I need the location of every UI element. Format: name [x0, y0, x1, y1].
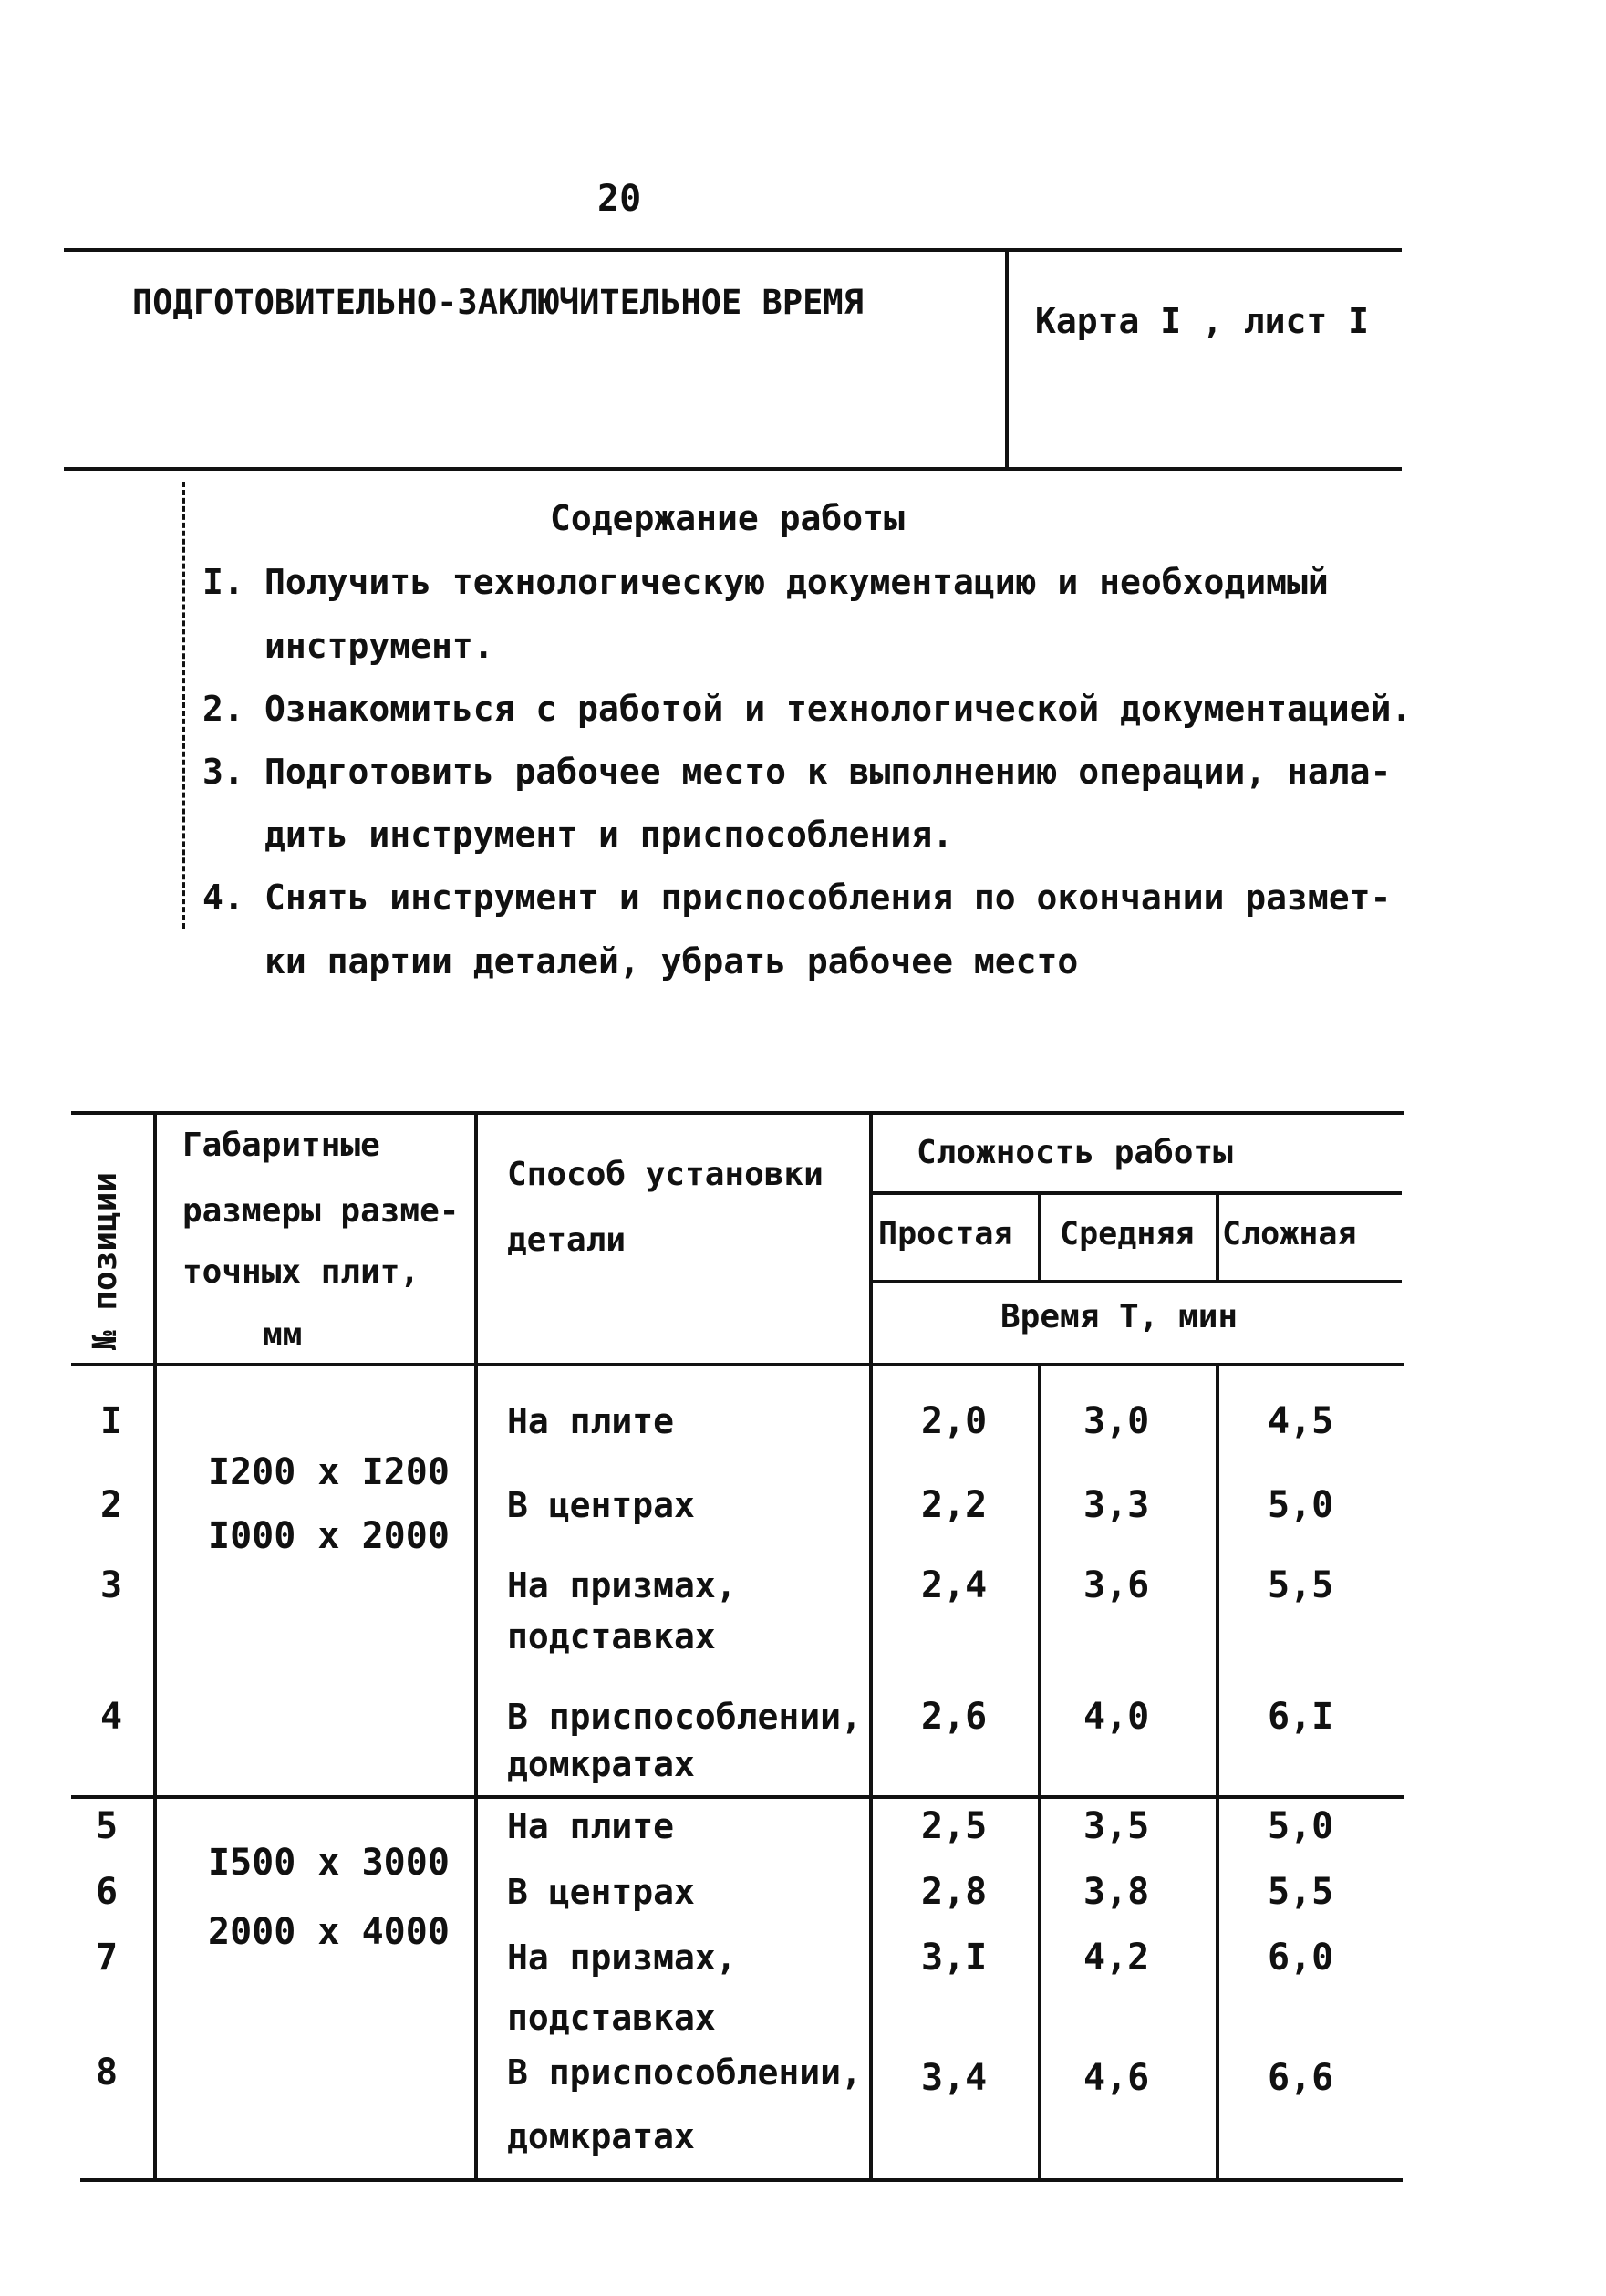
table-row-3-medium: 3,6 [1083, 1564, 1150, 1606]
page-number: 20 [597, 178, 642, 220]
table-row-3-complex: 5,5 [1268, 1564, 1334, 1606]
table-row-5-method: На плите [507, 1806, 675, 1846]
group-1-dimensions-line-2: I000 x 2000 [208, 1515, 450, 1557]
table-top-rule [71, 1111, 1404, 1115]
work-content-left-rule [182, 482, 185, 929]
table-row-7-medium: 4,2 [1083, 1937, 1150, 1979]
table-header-bottom-rule [71, 1363, 1404, 1366]
header-simple: Простая [878, 1216, 1013, 1252]
table-row-6-medium: 3,8 [1083, 1871, 1150, 1913]
group-divider-rule [71, 1795, 1404, 1799]
table-row-7-simple: 3,I [921, 1937, 988, 1979]
table-row-1-method: На плите [507, 1401, 675, 1441]
col-divider-2 [474, 1113, 478, 2178]
group-2-dimensions-line-2: 2000 x 4000 [208, 1911, 450, 1953]
header-divider [1005, 250, 1009, 467]
group-1-dimensions-line-1: I200 x I200 [208, 1451, 450, 1493]
item-2-number: 2. [202, 689, 244, 729]
item-4-line-2: ки партии деталей, убрать рабочее место [264, 941, 1079, 982]
header-complexity: Сложность работы [917, 1134, 1233, 1171]
header-method-line-2: детали [507, 1221, 627, 1259]
col-divider-3 [869, 1113, 873, 2178]
header-top-rule [64, 248, 1402, 252]
table-row-7-method-line-2: подставках [507, 1998, 716, 2038]
col-divider-4 [1038, 1193, 1041, 1280]
col-divider-4b [1038, 1365, 1041, 2178]
table-row-6-complex: 5,5 [1268, 1871, 1334, 1913]
header-dimensions-line-1: Габаритные [182, 1127, 380, 1164]
table-row-3-method-line-1: На призмах, [507, 1565, 737, 1605]
table-row-1-complex: 4,5 [1268, 1400, 1334, 1442]
table-row-5-complex: 5,0 [1268, 1805, 1334, 1847]
table-row-2-method: В центрах [507, 1485, 695, 1525]
table-row-8-simple: 3,4 [921, 2057, 988, 2099]
table-row-4-position: 4 [100, 1696, 123, 1738]
table-row-4-method-line-2: домкратах [507, 1744, 695, 1784]
header-method-line-1: Способ установки [507, 1156, 824, 1193]
table-row-3-position: 3 [100, 1564, 123, 1606]
table-row-4-simple: 2,6 [921, 1696, 988, 1738]
item-3-line-2: дить инструмент и приспособления. [264, 815, 953, 855]
header-bottom-rule [64, 467, 1402, 471]
table-row-6-method: В центрах [507, 1872, 695, 1912]
table-row-1-simple: 2,0 [921, 1400, 988, 1442]
col-divider-1 [153, 1113, 157, 2178]
header-time: Время Т, мин [1000, 1298, 1238, 1335]
table-row-2-complex: 5,0 [1268, 1484, 1334, 1526]
table-row-8-medium: 4,6 [1083, 2057, 1150, 2099]
table-row-6-position: 6 [96, 1871, 119, 1913]
item-1-line-1: Получить технологическую документацию и необходимый [264, 562, 1329, 602]
table-row-4-complex: 6,I [1268, 1696, 1334, 1738]
table-row-8-method-line-1: В приспособлении, [507, 2052, 862, 2093]
table-bottom-rule [80, 2178, 1403, 2182]
table-row-5-position: 5 [96, 1805, 119, 1847]
table-row-3-method-line-2: подставках [507, 1616, 716, 1657]
col-divider-5b [1216, 1365, 1219, 2178]
item-3-number: 3. [202, 752, 244, 792]
table-row-2-simple: 2,2 [921, 1484, 988, 1526]
item-4-line-1: Снять инструмент и приспособления по окончании размет- [264, 878, 1392, 918]
table-row-6-simple: 2,8 [921, 1871, 988, 1913]
header-complex: Сложная [1222, 1216, 1357, 1252]
item-1-number: I. [202, 562, 244, 602]
header-medium: Средняя [1060, 1216, 1195, 1252]
item-2-line-1: Ознакомиться с работой и технологической документацией. [264, 689, 1413, 729]
header-position: № позиции [87, 1171, 124, 1350]
table-row-2-medium: 3,3 [1083, 1484, 1150, 1526]
header-title: ПОДГОТОВИТЕЛЬНО-ЗАКЛЮЧИТЕЛЬНОЕ ВРЕМЯ [132, 283, 864, 322]
table-row-2-position: 2 [100, 1484, 123, 1526]
col-divider-5 [1216, 1193, 1219, 1280]
table-row-8-method-line-2: домкратах [507, 2116, 695, 2156]
table-row-4-method-line-1: В приспособлении, [507, 1697, 862, 1737]
header-dimensions-line-3: точных плит, [182, 1253, 420, 1291]
table-row-5-medium: 3,5 [1083, 1805, 1150, 1847]
table-row-8-complex: 6,6 [1268, 2057, 1334, 2099]
header-dimensions-line-4: мм [263, 1316, 303, 1354]
table-row-4-medium: 4,0 [1083, 1696, 1150, 1738]
group-2-dimensions-line-1: I500 x 3000 [208, 1842, 450, 1884]
item-1-line-2: инструмент. [264, 626, 494, 666]
complexity-rule [871, 1191, 1402, 1195]
card-reference: Карта I , лист I [1035, 301, 1370, 341]
item-3-line-1: Подготовить рабочее место к выполнению операции, нала- [264, 752, 1392, 792]
work-content-heading: Содержание работы [550, 498, 905, 538]
item-4-number: 4. [202, 878, 244, 918]
time-rule [871, 1280, 1402, 1283]
table-row-7-position: 7 [96, 1937, 119, 1979]
table-row-1-medium: 3,0 [1083, 1400, 1150, 1442]
table-row-8-position: 8 [96, 2052, 119, 2093]
table-row-7-method-line-1: На призмах, [507, 1938, 737, 1978]
table-row-3-simple: 2,4 [921, 1564, 988, 1606]
table-row-1-position: I [100, 1400, 123, 1442]
table-row-7-complex: 6,0 [1268, 1937, 1334, 1979]
table-row-5-simple: 2,5 [921, 1805, 988, 1847]
header-dimensions-line-2: размеры разме- [182, 1192, 460, 1230]
